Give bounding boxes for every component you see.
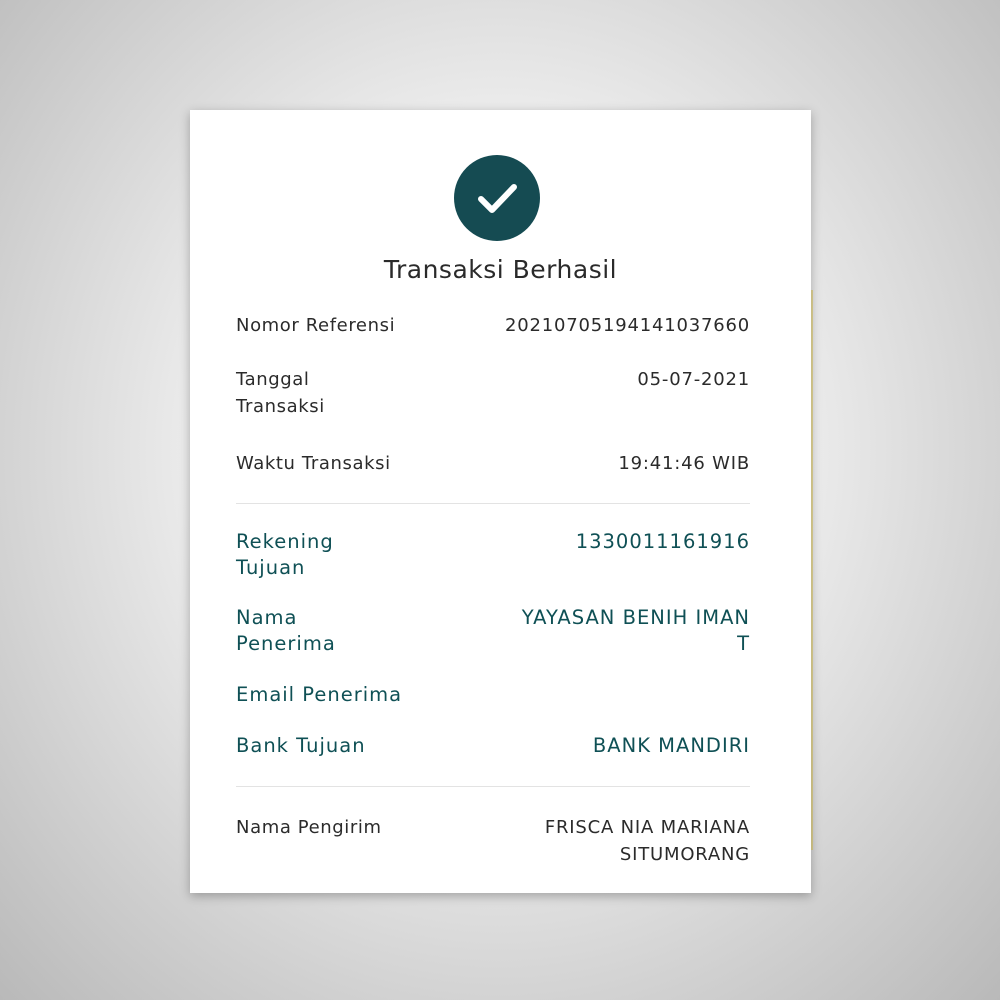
email-label: Email Penerima	[236, 683, 403, 706]
sender-value-line2: SITUMORANG	[619, 844, 750, 865]
success-badge	[454, 155, 540, 241]
bank-value: BANK MANDIRI	[592, 734, 750, 757]
bank-label: Bank Tujuan	[236, 734, 366, 757]
recipient-name-label-line1: Nama	[236, 606, 298, 629]
time-label: Waktu Transaksi	[236, 453, 391, 474]
sender-value-line1: FRISCA NIA MARIANA	[544, 817, 750, 838]
date-label	[236, 366, 325, 420]
account-label	[236, 529, 334, 581]
date-value: 05-07-2021	[637, 369, 750, 390]
divider	[236, 786, 750, 787]
receipt-card	[190, 110, 811, 893]
recipient-name-value-line1: YAYASAN BENIH IMAN	[521, 606, 750, 629]
date-label-line1: Tanggal	[236, 369, 310, 390]
time-value: 19:41:46 WIB	[618, 453, 750, 474]
account-label-line2: Tujuan	[236, 556, 306, 579]
reference-label: Nomor Referensi	[236, 315, 396, 336]
recipient-name-label	[236, 605, 336, 657]
recipient-name-value	[522, 605, 750, 657]
account-value: 1330011161916	[575, 530, 750, 553]
reference-value: 20210705194141037660	[504, 315, 750, 336]
divider	[236, 503, 750, 504]
date-label-line2: Transaksi	[236, 396, 325, 417]
sender-label: Nama Pengirim	[236, 817, 382, 838]
recipient-name-value-line2: T	[737, 632, 750, 655]
sender-value	[545, 814, 750, 868]
page-title: Transaksi Berhasil	[383, 255, 618, 284]
recipient-name-label-line2: Penerima	[236, 632, 336, 655]
account-label-line1: Rekening	[236, 530, 334, 553]
check-icon	[454, 155, 540, 241]
